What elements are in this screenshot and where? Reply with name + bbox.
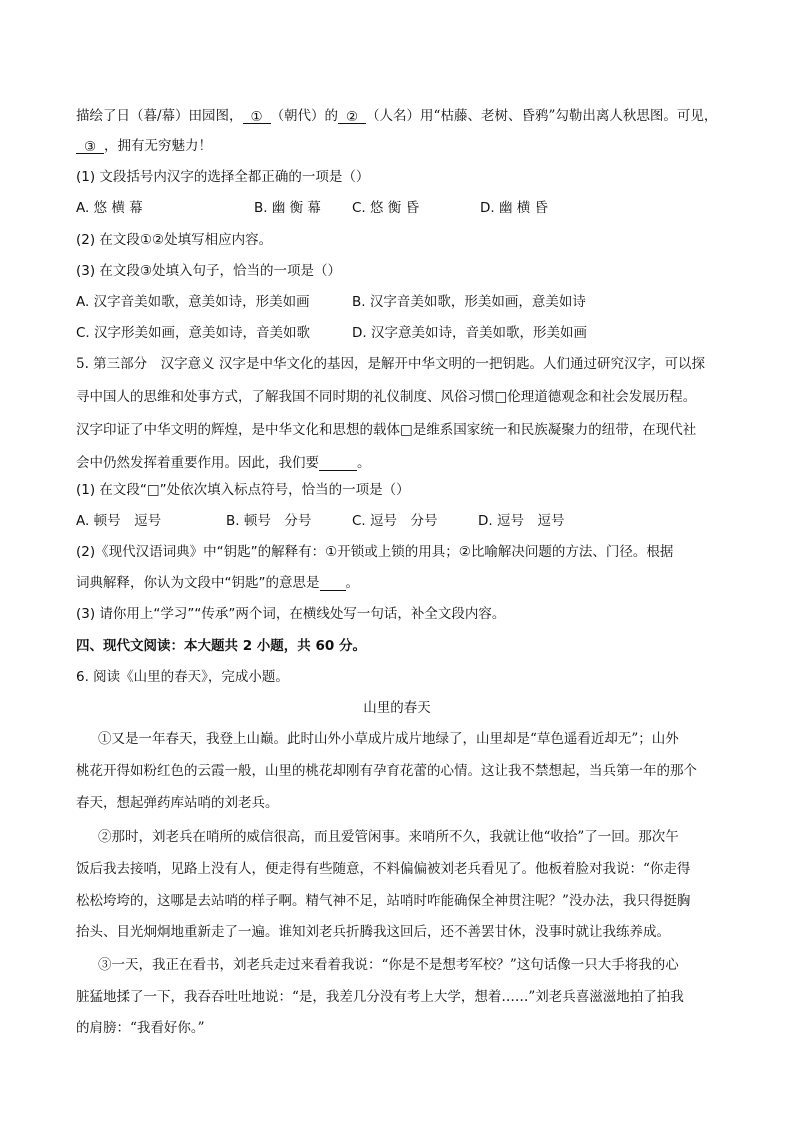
blank-2: ② xyxy=(338,109,366,124)
question-3: (3) 在文段③处填入句子，恰当的一项是（） xyxy=(76,263,342,279)
text-span: 描绘了日（暮/幕）田园图， xyxy=(76,108,243,124)
text-span: （朝代）的 xyxy=(270,108,339,124)
article-paragraph-line: 抬头、目光炯炯地重新走了一遍。谁知刘老兵折腾我这回后，还不善罢甘休，没事时就让我练养成。 xyxy=(76,924,670,940)
option-a: A. 汉字音美如歌，意美如诗，形美如画 xyxy=(76,294,310,310)
article-paragraph-line: 桃花开得如粉红色的云霞一般，山里的桃花却刚有孕育花蕾的心情。这让我不禁想起，当兵第一年的那个 xyxy=(76,763,697,779)
article-paragraph-line: ②那时，刘老兵在哨所的威信很高，而且爱管闲事。来哨所不久，我就让他“收拾”了一回。那次午 xyxy=(98,829,679,845)
passage-5-line: 会中仍然发挥着重要作用。因此，我们要 。 xyxy=(76,455,371,471)
option-b: B. 幽 衡 幕 xyxy=(254,200,321,216)
passage-5-line: 寻中国人的思维和处事方式，了解我国不同时期的礼仪制度、风俗习惯□伦理道德观念和社会发展历程。 xyxy=(76,389,697,405)
article-title: 山里的春天 xyxy=(363,700,431,716)
answer-blank xyxy=(319,456,357,471)
question-1-options xyxy=(76,196,548,216)
option-a: A. 顿号 逗号 xyxy=(76,513,162,529)
question-3-options-row2 xyxy=(76,321,587,341)
option-a: A. 悠 横 幕 xyxy=(76,200,143,216)
article-paragraph-line: ①又是一年春天，我登上山巅。此时山外小草成片成片地绿了，山里却是“草色遥看近却无”；山外 xyxy=(98,731,679,747)
question-1: (1) 文段括号内汉字的选择全都正确的一项是（） xyxy=(76,169,370,185)
option-b: B. 汉字音美如歌，形美如画，意美如诗 xyxy=(352,294,586,310)
text-line: ③ ，拥有无穷魅力！ xyxy=(76,134,212,154)
passage-5-line: 汉字印证了中华文明的辉煌，是中华文化和思想的载体□是维系国家统一和民族凝聚力的纽带，在现代社 xyxy=(76,422,697,438)
question-2: (2) 在文段①②处填写相应内容。 xyxy=(76,232,273,248)
blank-1: ① xyxy=(243,109,271,124)
question-6: 6. 阅读《山里的春天》，完成小题。 xyxy=(76,669,289,685)
passage-5-line: 5. 第三部分 汉字意义 汉字是中华文化的基因，是解开中华文明的一把钥匙。人们通过研究汉字，可以探 xyxy=(76,356,705,372)
option-c: C. 悠 衡 昏 xyxy=(352,200,420,216)
article-paragraph-line: 松松垮垮的，这哪是去站哨的样子啊。精气神不足，站哨时咋能确保全神贯注呢？”没办法，我只得挺胸 xyxy=(76,893,691,909)
option-d: D. 幽 横 昏 xyxy=(480,200,549,216)
text-span: （人名）用“枯藤、老树、昏鸦”勾勒出离人秋思图。可见， xyxy=(366,108,718,124)
option-b: B. 顿号 分号 xyxy=(226,513,312,529)
article-paragraph-line: 脏猛地揉了一下，我吞吞吐吐地说：“是，我差几分没有考上大学，想着……”刘老兵喜滋滋地拍了拍我 xyxy=(76,989,684,1005)
article-paragraph-line: 饭后我去接哨，见路上没有人，便走得有些随意，不料偏偏被刘老兵看见了。他板着脸对我说：“你走得 xyxy=(76,861,691,877)
answer-blank xyxy=(320,576,346,591)
section-heading: 四、现代文阅读：本大题共 2 小题，共 60 分。 xyxy=(76,638,366,654)
sub-question-2-cont: 词典解释，你认为文段中“钥匙”的意思是 。 xyxy=(76,575,359,591)
sub-question-1-options xyxy=(76,509,564,529)
option-c: C. 汉字形美如画，意美如诗，音美如歌 xyxy=(76,325,311,341)
blank-3: ③ xyxy=(76,139,104,154)
sub-question-2: (2)《现代汉语词典》中“钥匙”的解释有：①开锁或上锁的用具；②比喻解决问题的方法、门径。根据 xyxy=(76,544,674,560)
option-c: C. 逗号 分号 xyxy=(352,513,438,529)
option-d: D. 汉字意美如诗，音美如歌，形美如画 xyxy=(352,325,587,341)
question-3-options-row1 xyxy=(76,290,586,310)
sub-question-3: (3) 请你用上“学习”“传承”两个词，在横线处写一句话，补全文段内容。 xyxy=(76,606,506,622)
sub-question-1: (1) 在文段“□”处依次填入标点符号，恰当的一项是（） xyxy=(76,482,410,498)
article-paragraph-line: 的肩膀：“我看好你。” xyxy=(76,1020,205,1036)
option-d: D. 逗号 逗号 xyxy=(478,513,565,529)
article-paragraph-line: ③一天，我正在看书，刘老兵走过来看着我说：“你是不是想考军校？”这句话像一只大手将我的心 xyxy=(98,957,679,973)
text-line xyxy=(76,104,717,124)
article-paragraph-line: 春天，想起弹药库站哨的刘老兵。 xyxy=(76,795,279,811)
